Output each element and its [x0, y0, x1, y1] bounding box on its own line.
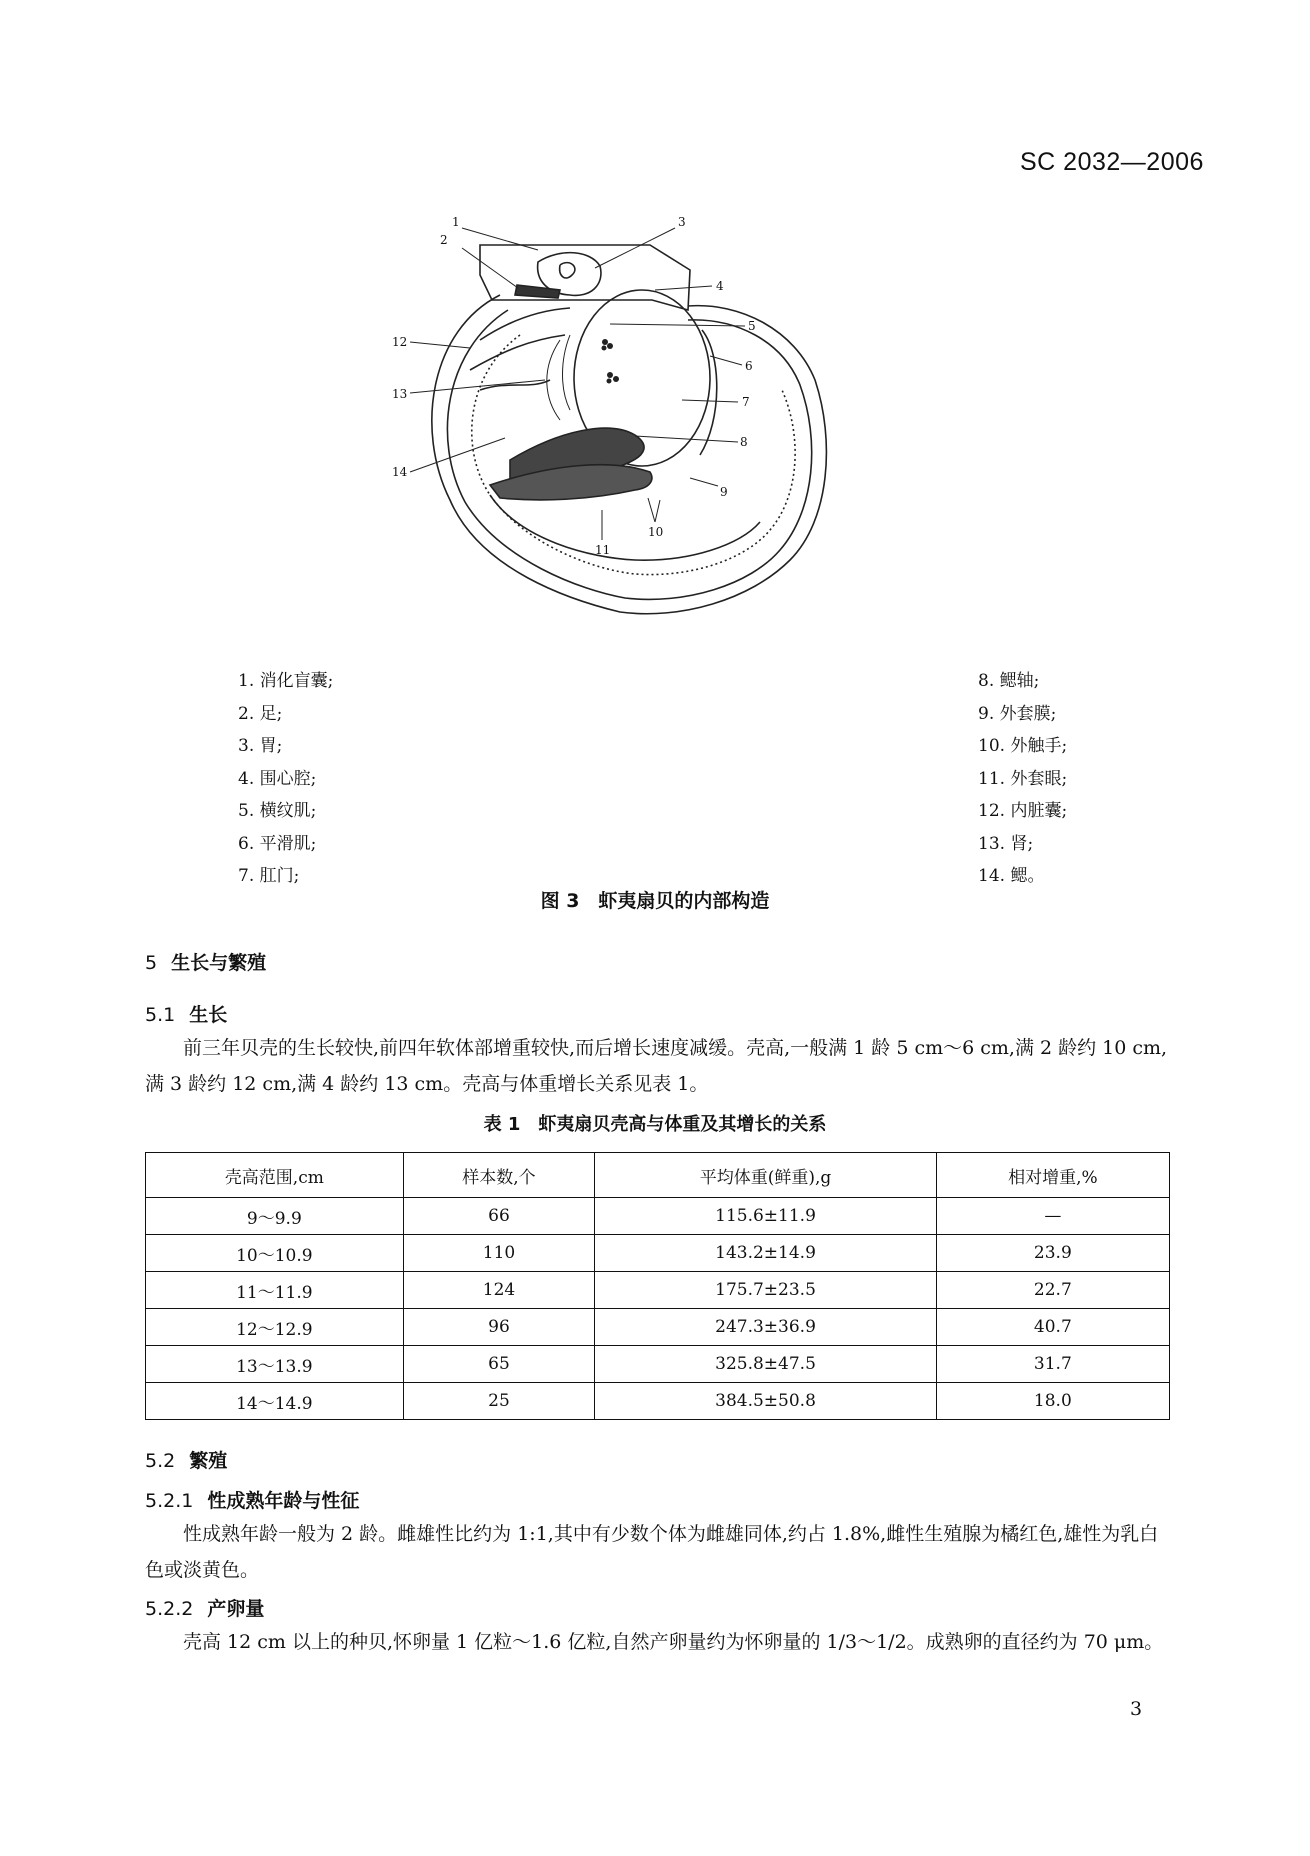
table-cell: 96 [403, 1309, 595, 1346]
callout-5: 5 [748, 319, 756, 333]
section-title: 生长与繁殖 [171, 952, 267, 974]
callout-8: 8 [740, 435, 748, 449]
table-cell: — [936, 1198, 1169, 1235]
table-cell: 124 [403, 1272, 595, 1309]
column-header: 壳高范围,cm [146, 1153, 404, 1198]
table-cell: 65 [403, 1346, 595, 1383]
callout-1: 1 [452, 215, 460, 229]
legend-item: 7. 肛门; [238, 866, 300, 886]
section-title: 产卵量 [207, 1598, 265, 1620]
legend-item: 9. 外套膜; [978, 703, 1057, 724]
section-title: 生长 [189, 1004, 228, 1026]
table-row [146, 1383, 1170, 1420]
legend-item: 5. 横纹肌; [238, 801, 317, 821]
section-5-1-heading [145, 1000, 227, 1027]
table-cell: 22.7 [936, 1272, 1169, 1309]
legend-item: 8. 鳃轴; [978, 671, 1040, 691]
legend-item: 3. 胃; [238, 736, 283, 756]
table-caption: 表 1 虾夷扇贝壳高与体重及其增长的关系 [483, 1114, 827, 1135]
table-row [146, 1346, 1170, 1383]
scallop-anatomy-figure [392, 215, 920, 650]
callout-10: 10 [648, 525, 664, 539]
legend-item: 13. 肾; [978, 833, 1034, 854]
table-cell: 143.2±14.9 [595, 1235, 936, 1272]
callout-13: 13 [392, 387, 408, 401]
table-cell: 13～13.9 [146, 1346, 404, 1383]
callout-6: 6 [745, 359, 753, 373]
legend-item: 10. 外触手; [978, 736, 1068, 756]
section-5-2-1-heading [145, 1486, 359, 1513]
table-cell: 31.7 [936, 1346, 1169, 1383]
table-1 [145, 1152, 1170, 1420]
callout-9: 9 [720, 485, 728, 499]
callout-11: 11 [595, 543, 611, 557]
table-cell: 384.5±50.8 [595, 1383, 936, 1420]
table-cell: 12～12.9 [146, 1309, 404, 1346]
page-number: 3 [1130, 1698, 1143, 1720]
section-number: 5 [145, 952, 158, 974]
legend-item: 12. 内脏囊; [978, 801, 1068, 821]
callout-7: 7 [742, 395, 750, 409]
column-header: 样本数,个 [403, 1153, 595, 1198]
callout-2: 2 [440, 233, 448, 247]
table-cell: 325.8±47.5 [595, 1346, 936, 1383]
figure-caption: 图 3 虾夷扇贝的内部构造 [540, 890, 770, 912]
legend-left [238, 665, 333, 893]
table-cell: 10～10.9 [146, 1235, 404, 1272]
section-5-heading [145, 948, 266, 975]
callout-3: 3 [678, 215, 686, 229]
table-cell: 175.7±23.5 [595, 1272, 936, 1309]
paragraph-fecundity: 壳高 12 cm 以上的种贝,怀卵量 1 亿粒～1.6 亿粒,自然产卵量约为怀卵量的 1/3～1/2。成熟卵的直径约为 70 μm。 [183, 1631, 1164, 1653]
table-cell: 247.3±36.9 [595, 1309, 936, 1346]
table-cell: 40.7 [936, 1309, 1169, 1346]
callout-12: 12 [392, 335, 408, 349]
table-cell: 66 [403, 1198, 595, 1235]
section-number: 5.2.2 [145, 1598, 194, 1620]
legend-item: 1. 消化盲囊; [238, 671, 334, 691]
foot [515, 285, 560, 298]
section-title: 繁殖 [189, 1450, 228, 1472]
table-header-row [146, 1153, 1170, 1198]
section-number: 5.1 [145, 1004, 176, 1026]
table-cell: 14～14.9 [146, 1383, 404, 1420]
table-cell: 18.0 [936, 1383, 1169, 1420]
paragraph-sexual-maturity: 性成熟年龄一般为 2 龄。雌雄性比约为 1:1,其中有少数个体为雌雄同体,约占 1.8%,雌性生殖腺为橘红色,雄性为乳白色或淡黄色。 [145, 1523, 1159, 1581]
section-5-2-heading [145, 1446, 227, 1473]
table-row [146, 1309, 1170, 1346]
table-cell: 23.9 [936, 1235, 1169, 1272]
table-row [146, 1272, 1170, 1309]
legend-item: 6. 平滑肌; [238, 833, 317, 854]
section-number: 5.2 [145, 1450, 176, 1472]
section-title: 性成熟年龄与性征 [207, 1490, 360, 1512]
legend-item: 4. 围心腔; [238, 768, 317, 789]
legend-item: 14. 鳃。 [978, 866, 1045, 886]
column-header: 平均体重(鲜重),g [595, 1153, 936, 1198]
table-row [146, 1198, 1170, 1235]
table-cell: 115.6±11.9 [595, 1198, 936, 1235]
table-cell: 11～11.9 [146, 1272, 404, 1309]
legend-right [978, 665, 1067, 893]
table-row [146, 1235, 1170, 1272]
callout-4: 4 [716, 279, 724, 293]
table-cell: 110 [403, 1235, 595, 1272]
callout-14: 14 [392, 465, 408, 479]
standard-code: SC 2032—2006 [1020, 148, 1204, 176]
column-header: 相对增重,% [936, 1153, 1169, 1198]
legend-item: 11. 外套眼; [978, 768, 1068, 789]
section-number: 5.2.1 [145, 1490, 194, 1512]
table-cell: 9～9.9 [146, 1198, 404, 1235]
section-5-2-2-heading [145, 1594, 264, 1621]
paragraph-growth: 前三年贝壳的生长较快,前四年软体部增重较快,而后增长速度减缓。壳高,一般满 1 龄 5 cm～6 cm,满 2 龄约 10 cm,满 3 龄约 12 cm,满 4 龄约 13 cm。壳高与体重增长关系见表 1。 [145, 1037, 1168, 1095]
table-cell: 25 [403, 1383, 595, 1420]
legend-item: 2. 足; [238, 703, 283, 724]
